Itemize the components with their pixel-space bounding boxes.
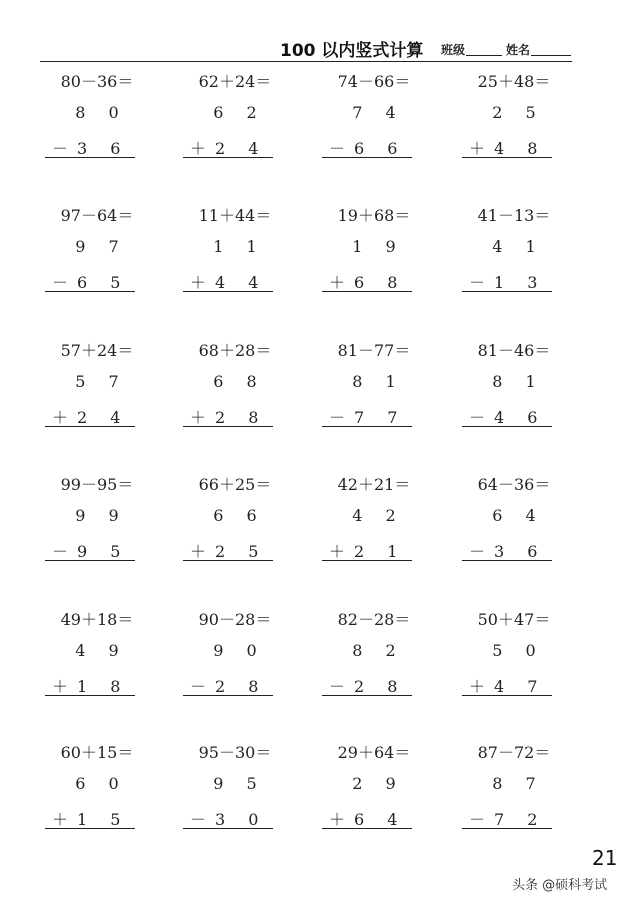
answer-rule: [45, 828, 135, 829]
bottom-line: [466, 136, 546, 159]
problem-expression: 68＋28＝: [198, 341, 272, 360]
bottom-number: 2 8: [215, 677, 268, 696]
bottom-line: [187, 539, 267, 562]
answer-rule: [45, 157, 135, 158]
problem-expression: 60＋15＝: [60, 743, 134, 762]
top-number: 4 2: [352, 506, 405, 525]
answer-rule: [462, 560, 552, 561]
operator: －: [468, 273, 485, 292]
problem: [468, 472, 584, 572]
bottom-line: [187, 674, 267, 697]
bottom-line: [49, 539, 129, 562]
top-number: 7 4: [352, 103, 405, 122]
top-number: 9 7: [75, 237, 128, 256]
answer-rule: [183, 426, 273, 427]
answer-rule: [183, 291, 273, 292]
problem: [468, 740, 584, 840]
operator: ＋: [328, 542, 345, 561]
top-number: 6 0: [75, 774, 128, 793]
top-number: 5 0: [492, 641, 545, 660]
problem-expression: 11＋44＝: [198, 206, 272, 225]
problem: [189, 338, 305, 438]
bottom-number: 3 6: [77, 139, 130, 158]
problem: [189, 472, 305, 572]
problem: [328, 69, 444, 169]
bottom-number: 3 0: [215, 810, 268, 829]
top-number: 4 9: [75, 641, 128, 660]
top-number: 5 7: [75, 372, 128, 391]
problem: [328, 472, 444, 572]
bottom-line: [49, 270, 129, 293]
answer-rule: [462, 426, 552, 427]
bottom-number: 4 8: [494, 139, 547, 158]
top-number: 4 1: [492, 237, 545, 256]
operator: －: [328, 139, 345, 158]
answer-rule: [183, 828, 273, 829]
answer-rule: [183, 695, 273, 696]
answer-rule: [183, 560, 273, 561]
bottom-number: 1 5: [77, 810, 130, 829]
answer-rule: [183, 157, 273, 158]
bottom-line: [187, 807, 267, 830]
operator: －: [51, 273, 68, 292]
bottom-number: 1 3: [494, 273, 547, 292]
answer-rule: [45, 695, 135, 696]
problem-expression: 25＋48＝: [477, 72, 551, 91]
problem-expression: 41－13＝: [477, 206, 551, 225]
bottom-line: [466, 807, 546, 830]
answer-rule: [462, 695, 552, 696]
bottom-line: [187, 270, 267, 293]
answer-rule: [45, 291, 135, 292]
problem-expression: 42＋21＝: [337, 475, 411, 494]
bottom-number: 1 8: [77, 677, 130, 696]
top-number: 6 8: [213, 372, 266, 391]
bottom-line: [187, 405, 267, 428]
operator: ＋: [189, 542, 206, 561]
problem: [51, 607, 167, 707]
problem-expression: 74－66＝: [337, 72, 411, 91]
operator: ＋: [51, 810, 68, 829]
bottom-number: 9 5: [77, 542, 130, 561]
bottom-number: 2 8: [354, 677, 407, 696]
problem-expression: 95－30＝: [198, 743, 272, 762]
problem: [189, 740, 305, 840]
top-number: 6 4: [492, 506, 545, 525]
top-number: 1 9: [352, 237, 405, 256]
bottom-line: [49, 136, 129, 159]
bottom-line: [466, 539, 546, 562]
bottom-line: [187, 136, 267, 159]
bottom-number: 7 2: [494, 810, 547, 829]
problem: [189, 203, 305, 303]
top-number: 9 9: [75, 506, 128, 525]
problem-expression: 97－64＝: [60, 206, 134, 225]
bottom-line: [49, 807, 129, 830]
top-number: 1 1: [213, 237, 266, 256]
top-number: 9 0: [213, 641, 266, 660]
bottom-number: 4 4: [215, 273, 268, 292]
top-number: 8 0: [75, 103, 128, 122]
bottom-line: [49, 405, 129, 428]
problem: [468, 203, 584, 303]
operator: ＋: [189, 139, 206, 158]
bottom-number: 7 7: [354, 408, 407, 427]
operator: －: [51, 542, 68, 561]
operator: ＋: [468, 677, 485, 696]
problem: [468, 338, 584, 438]
operator: ＋: [328, 273, 345, 292]
name-label: 姓名: [506, 43, 531, 57]
bottom-number: 2 4: [77, 408, 130, 427]
problem: [51, 69, 167, 169]
bottom-number: 4 7: [494, 677, 547, 696]
top-number: 8 2: [352, 641, 405, 660]
operator: ＋: [189, 273, 206, 292]
problem-expression: 66＋25＝: [198, 475, 272, 494]
class-label: 班级: [441, 43, 466, 57]
problem-expression: 87－72＝: [477, 743, 551, 762]
problem: [328, 203, 444, 303]
bottom-number: 2 1: [354, 542, 407, 561]
top-number: 6 2: [213, 103, 266, 122]
problem: [468, 607, 584, 707]
problem: [189, 69, 305, 169]
top-number: 8 1: [492, 372, 545, 391]
bottom-number: 2 4: [215, 139, 268, 158]
answer-rule: [322, 828, 412, 829]
problem-expression: 57＋24＝: [60, 341, 134, 360]
top-number: 8 1: [352, 372, 405, 391]
problem: [189, 607, 305, 707]
bottom-number: 2 8: [215, 408, 268, 427]
problem: [51, 472, 167, 572]
operator: ＋: [51, 677, 68, 696]
bottom-number: 4 6: [494, 408, 547, 427]
answer-rule: [462, 157, 552, 158]
answer-rule: [322, 560, 412, 561]
bottom-number: 6 8: [354, 273, 407, 292]
bottom-line: [466, 270, 546, 293]
bottom-line: [326, 674, 406, 697]
problem-expression: 64－36＝: [477, 475, 551, 494]
operator: －: [468, 810, 485, 829]
operator: －: [189, 810, 206, 829]
bottom-number: 3 6: [494, 542, 547, 561]
operator: －: [189, 677, 206, 696]
problem-expression: 80－36＝: [60, 72, 134, 91]
operator: －: [51, 139, 68, 158]
bottom-line: [49, 674, 129, 697]
problem: [468, 69, 584, 169]
problem-expression: 81－77＝: [337, 341, 411, 360]
top-number: 2 5: [492, 103, 545, 122]
answer-rule: [462, 291, 552, 292]
operator: －: [328, 677, 345, 696]
problem-expression: 62＋24＝: [198, 72, 272, 91]
problem: [328, 740, 444, 840]
problem: [328, 338, 444, 438]
bottom-number: 6 6: [354, 139, 407, 158]
problem-expression: 82－28＝: [337, 610, 411, 629]
problem: [51, 338, 167, 438]
bottom-number: 6 4: [354, 810, 407, 829]
bottom-line: [466, 405, 546, 428]
bottom-line: [326, 270, 406, 293]
bottom-line: [326, 136, 406, 159]
answer-rule: [322, 426, 412, 427]
answer-rule: [462, 828, 552, 829]
top-number: 6 6: [213, 506, 266, 525]
bottom-line: [326, 807, 406, 830]
operator: －: [328, 408, 345, 427]
top-number: 8 7: [492, 774, 545, 793]
operator: －: [468, 542, 485, 561]
operator: ＋: [51, 408, 68, 427]
problem: [51, 740, 167, 840]
operator: ＋: [328, 810, 345, 829]
top-number: 2 9: [352, 774, 405, 793]
bottom-number: 6 5: [77, 273, 130, 292]
problem: [328, 607, 444, 707]
operator: －: [468, 408, 485, 427]
bottom-line: [326, 405, 406, 428]
top-number: 9 5: [213, 774, 266, 793]
bottom-line: [326, 539, 406, 562]
watermark: 头条 @硕科考试: [512, 878, 608, 893]
problem-expression: 90－28＝: [198, 610, 272, 629]
problem-expression: 49＋18＝: [60, 610, 134, 629]
operator: ＋: [468, 139, 485, 158]
page-number: 21: [592, 846, 618, 870]
problem-expression: 29＋64＝: [337, 743, 411, 762]
operator: ＋: [189, 408, 206, 427]
bottom-number: 2 5: [215, 542, 268, 561]
bottom-line: [466, 674, 546, 697]
answer-rule: [45, 560, 135, 561]
problem-expression: 50＋47＝: [477, 610, 551, 629]
answer-rule: [45, 426, 135, 427]
page-title: 100 以内竖式计算: [280, 41, 424, 61]
answer-rule: [322, 157, 412, 158]
answer-rule: [322, 291, 412, 292]
problem-expression: 99－95＝: [60, 475, 134, 494]
answer-rule: [322, 695, 412, 696]
problem-expression: 81－46＝: [477, 341, 551, 360]
problem-expression: 19＋68＝: [337, 206, 411, 225]
problem: [51, 203, 167, 303]
